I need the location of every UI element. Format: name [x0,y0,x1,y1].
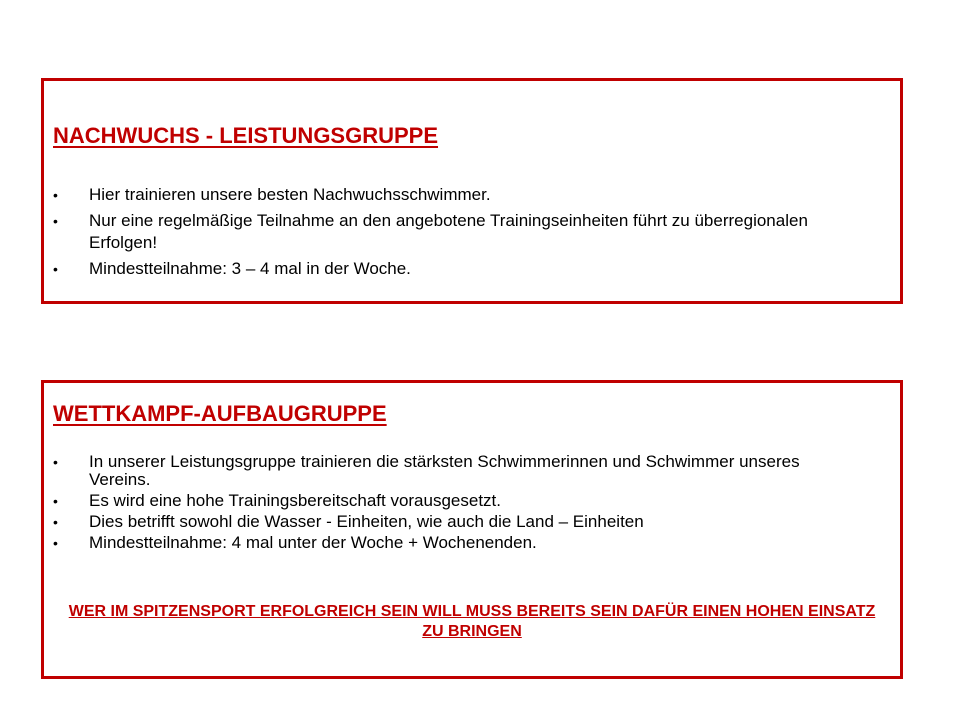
list-item [44,453,860,489]
section-wettkampf-box [41,380,903,679]
section-nachwuchs-box [41,78,903,304]
list-item [44,210,860,254]
bullet-icon: • [53,514,58,530]
list-item-text: Mindestteilnahme: 4 mal unter der Woche + Wochenenden. [89,533,537,552]
list-item [44,258,860,280]
list-item [44,534,860,552]
list-item [44,513,860,531]
bullet-list [44,453,860,555]
bullet-icon: • [53,213,58,229]
section-title: WETTKAMPF-AUFBAUGRUPPE [53,401,387,426]
list-item-text: In unserer Leistungsgruppe trainieren die stärksten Schwimmerinnen und Schwimmer unseres Vereins. [89,452,800,489]
closing-statement: WER IM SPITZENSPORT ERFOLGREICH SEIN WILL MUSS BEREITS SEIN DAFÜR EINEN HOHEN EINSATZ ZU BRINGEN [68,603,876,640]
list-item [44,492,860,510]
bullet-icon: • [53,535,58,551]
bullet-list [44,184,860,284]
list-item-text: Hier trainieren unsere besten Nachwuchsschwimmer. [89,185,491,204]
bullet-icon: • [53,493,58,509]
section-title: NACHWUCHS - LEISTUNGSGRUPPE [53,123,439,148]
bullet-icon: • [53,454,58,470]
list-item-text: Mindestteilnahme: 3 – 4 mal in der Woche. [89,259,411,278]
list-item [44,184,860,206]
list-item-text: Dies betrifft sowohl die Wasser - Einheiten, wie auch die Land – Einheiten [89,512,644,531]
list-item-text: Nur eine regelmäßige Teilnahme an den angebotene Trainingseinheiten führt zu überregionalen Erfolgen! [89,211,808,252]
list-item-text: Es wird eine hohe Trainingsbereitschaft vorausgesetzt. [89,491,502,510]
bullet-icon: • [53,261,58,277]
bullet-icon: • [53,187,58,203]
